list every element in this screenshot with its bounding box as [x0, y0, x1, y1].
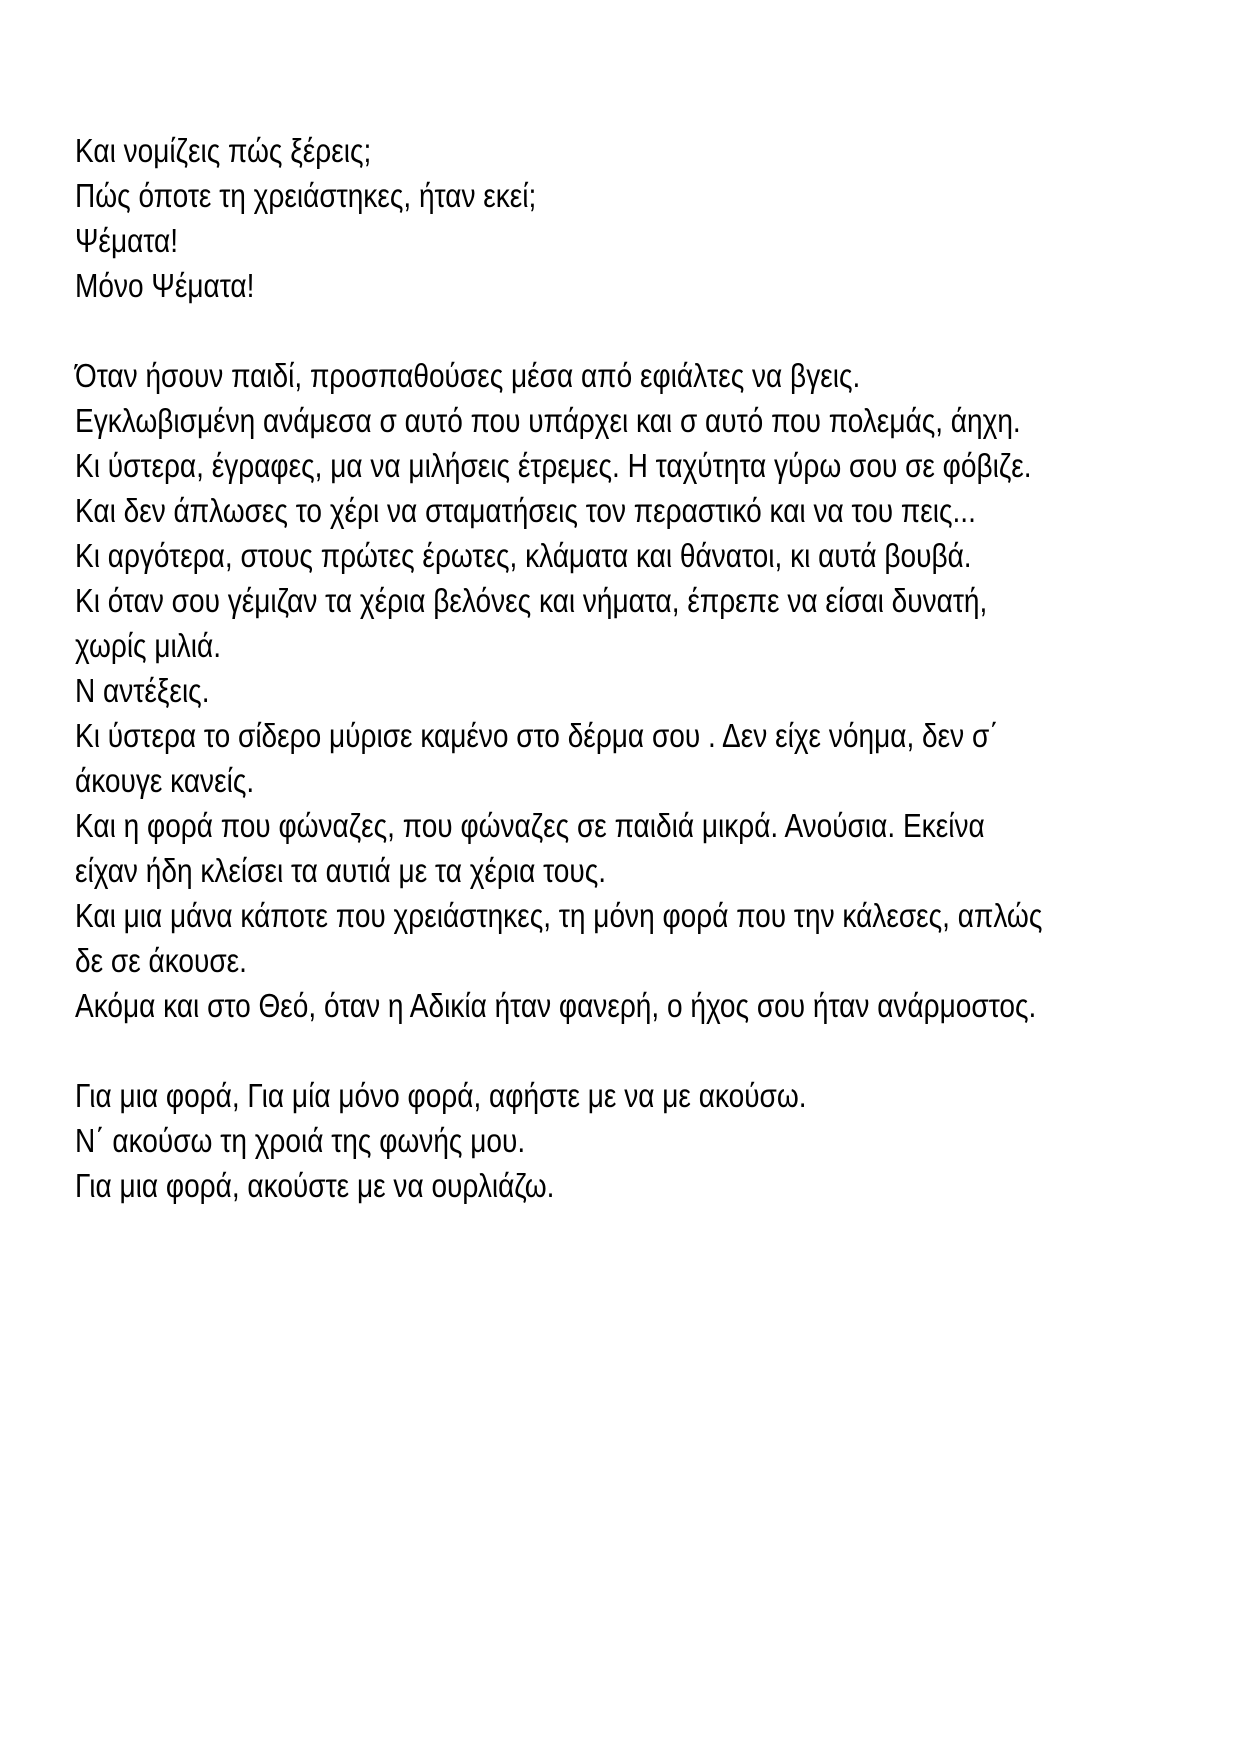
text-line: Για μια φορά, Για μία μόνο φορά, αφήστε με να με ακούσω.	[75, 1077, 807, 1114]
text-line: χωρίς μιλιά.	[75, 627, 222, 664]
text-line: Κι ύστερα το σίδερο μύρισε καμένο στο δέρμα σου . Δεν είχε νόημα, δεν σ΄	[75, 717, 999, 754]
text-line: Ν΄ ακούσω τη χροιά της φωνής μου.	[75, 1122, 526, 1159]
text-line: Και δεν άπλωσες το χέρι να σταματήσεις τον περαστικό και να του πεις...	[75, 492, 976, 529]
text-line: Ακόμα και στο Θεό, όταν η Αδικία ήταν φανερή, ο ήχος σου ήταν ανάρμοστος.	[75, 987, 1037, 1024]
text-line: Εγκλωβισμένη ανάμεσα σ αυτό που υπάρχει και σ αυτό που πολεμάς, άηχη.	[75, 402, 1021, 439]
text-line: Ψέματα!	[75, 222, 179, 259]
text-line: Κι ύστερα, έγραφες, μα να μιλήσεις έτρεμες. Η ταχύτητα γύρω σου σε φόβιζε.	[75, 447, 1032, 484]
text-line: Κι αργότερα, στους πρώτες έρωτες, κλάματα και θάνατοι, κι αυτά βουβά.	[75, 537, 972, 574]
text-line: Και μια μάνα κάποτε που χρειάστηκες, τη μόνη φορά που την κάλεσες, απλώς	[75, 897, 1043, 934]
text-line: Ν αντέξεις.	[75, 672, 210, 709]
text-line: άκουγε κανείς.	[75, 762, 255, 799]
stanza-2	[75, 353, 1200, 1028]
text-line: Πώς όποτε τη χρειάστηκες, ήταν εκεί;	[75, 177, 537, 214]
text-line: Κι όταν σου γέμιζαν τα χέρια βελόνες και νήματα, έπρεπε να είσαι δυνατή,	[75, 582, 988, 619]
stanza-1	[75, 128, 1200, 308]
stanza-3	[75, 1073, 1200, 1208]
text-line: είχαν ήδη κλείσει τα αυτιά με τα χέρια τους.	[75, 852, 607, 889]
text-line: Όταν ήσουν παιδί, προσπαθούσες μέσα από εφιάλτες να βγεις.	[75, 357, 861, 394]
text-line: Και η φορά που φώναζες, που φώναζες σε παιδιά μικρά. Ανούσια. Εκείνα	[75, 807, 985, 844]
text-line: δε σε άκουσε.	[75, 942, 247, 979]
text-line: Για μια φορά, ακούστε με να ουρλιάζω.	[75, 1167, 555, 1204]
text-line: Μόνο Ψέματα!	[75, 267, 255, 304]
text-line: Και νομίζεις πώς ξέρεις;	[75, 132, 372, 169]
